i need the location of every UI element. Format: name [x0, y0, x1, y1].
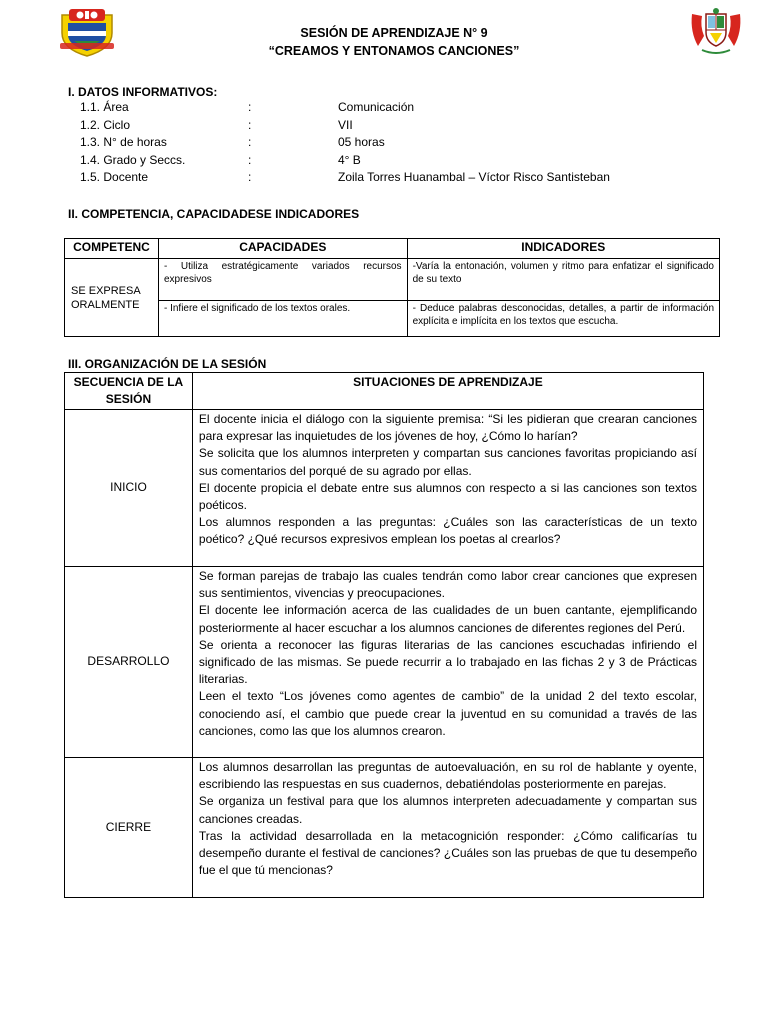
datos-value: 05 horas [338, 135, 385, 149]
datos-label: 1.4. Grado y Seccs. [80, 152, 186, 167]
table-header-cell: COMPETENC [65, 239, 159, 259]
datos-value: VII [338, 117, 353, 132]
table-header-cell: SITUACIONES DE APRENDIZAJE [192, 373, 703, 410]
table-row [65, 567, 704, 758]
capacidad-cell: - Utiliza estratégicamente variados recursos expresivos [158, 259, 407, 301]
table-header-cell: INDICADORES [407, 239, 719, 259]
situacion-paragraph: Leen el texto “Los jóvenes como agentes de cambio” de la unidad 2 del texto escolar, conociendo así, el cambio que puede crear la juventud en su comunidad a través de las canciones, como las que los alumnos crearon. [198, 689, 697, 738]
datos-separator: : [248, 170, 252, 184]
session-number-title: SESIÓN DE APRENDIZAJE N° 9 [300, 26, 488, 40]
organizacion-heading: III. ORGANIZACIÓN DE LA SESIÓN [68, 357, 267, 371]
table-row [65, 758, 704, 898]
peru-coat-of-arms-icon [688, 6, 744, 56]
situacion-paragraph: El docente lee información acerca de las cualidades de un buen cantante, ejemplificando posteriormente al hacer escuchar a los alumnos canciones de diferentes regiones del Perú. [198, 603, 697, 635]
table-row [65, 301, 720, 337]
datos-label: 1.3. N° de horas [80, 135, 167, 149]
situacion-paragraph: El docente propicia el debate entre sus alumnos con respecto a si las canciones son textos poéticos. [198, 480, 697, 513]
capacidad-cell: - Infiere el significado de los textos orales. [158, 301, 407, 337]
document-title [120, 24, 668, 60]
table-row [65, 410, 704, 567]
situaciones-cell [192, 567, 703, 758]
situacion-paragraph: Los alumnos desarrollan las preguntas de autoevaluación, en su rol de hablante y oyente, escribiendo las respuestas en sus cuadernos, debatiéndolas posteriormente en parejas. [198, 760, 697, 792]
phase-cell: INICIO [65, 410, 193, 567]
situaciones-cell [192, 410, 703, 567]
datos-label: 1.1. Área [80, 100, 129, 114]
organizacion-table [64, 372, 704, 898]
datos-separator: : [248, 152, 252, 167]
indicador-cell: -Varía la entonación, volumen y ritmo para enfatizar el significado de su texto [407, 259, 719, 301]
situacion-paragraph: Se solicita que los alumnos interpreten y compartan sus canciones favoritas propiciando así sus comentarios del porqué de su agrado por ellas. [198, 446, 697, 478]
datos-value: 4° B [338, 152, 361, 167]
situacion-paragraph: Se orienta a reconocer las figuras literarias de las canciones escuchadas infiriendo el significado de las mismas. Se puede recurrir a lo trabajado en las fichas 2 y 3 de Prácticas literarias. [198, 637, 697, 687]
situacion-paragraph: Se organiza un festival para que los alumnos interpreten adecuadamente y compartan sus canciones creadas. [198, 794, 697, 826]
datos-label: 1.2. Ciclo [80, 117, 131, 132]
situaciones-cell [192, 758, 703, 898]
datos-separator: : [248, 135, 252, 149]
phase-cell: DESARROLLO [65, 567, 193, 758]
datos-separator: : [248, 117, 252, 132]
table-header-cell: CAPACIDADES [158, 239, 407, 259]
situacion-paragraph: Los alumnos responden a las preguntas: ¿Cuáles son las características de un texto poético? ¿Qué recursos expresivos emplean los poetas al crearlos? [198, 515, 697, 547]
competencia-cell: SE EXPRESA ORALMENTE [65, 259, 159, 337]
datos-separator: : [248, 100, 252, 114]
situacion-paragraph: Se forman parejas de trabajo las cuales tendrán como labor crear canciones que expresen sus sentimientos, vivencias y preocupaciones. [198, 569, 697, 601]
table-header-cell: SECUENCIA DE LA SESIÓN [65, 373, 193, 410]
datos-heading: I. DATOS INFORMATIVOS: [68, 85, 218, 99]
datos-label: 1.5. Docente [80, 170, 149, 184]
phase-cell: CIERRE [65, 758, 193, 898]
school-crest-icon [58, 5, 116, 57]
table-header-row [65, 373, 704, 410]
situacion-paragraph: Tras la actividad desarrollada en la metacognición responder: ¿Cómo calificarías tu desempeño durante el festival de canciones? ¿Cuáles son las pruebas de que tu desempeño fue el que tú mencionas? [198, 828, 697, 878]
competencia-heading: II. COMPETENCIA, CAPACIDADESE INDICADORES [68, 207, 360, 221]
session-name-title: “CREAMOS Y ENTONAMOS CANCIONES” [268, 44, 520, 58]
indicador-cell: - Deduce palabras desconocidas, detalles, a partir de información explícita e implícita en los textos que escucha. [407, 301, 719, 337]
datos-value: Comunicación [338, 100, 415, 114]
competencia-table [64, 238, 720, 337]
datos-value: Zoila Torres Huanambal – Víctor Risco Santisteban [338, 170, 610, 184]
table-row [65, 259, 720, 301]
table-header-row [65, 239, 720, 259]
situacion-paragraph: El docente inicia el diálogo con la siguiente premisa: “Si les pidieran que crearan canciones para expresar las inquietudes de los jóvenes de hoy, ¿Cómo lo harían? [198, 412, 697, 444]
